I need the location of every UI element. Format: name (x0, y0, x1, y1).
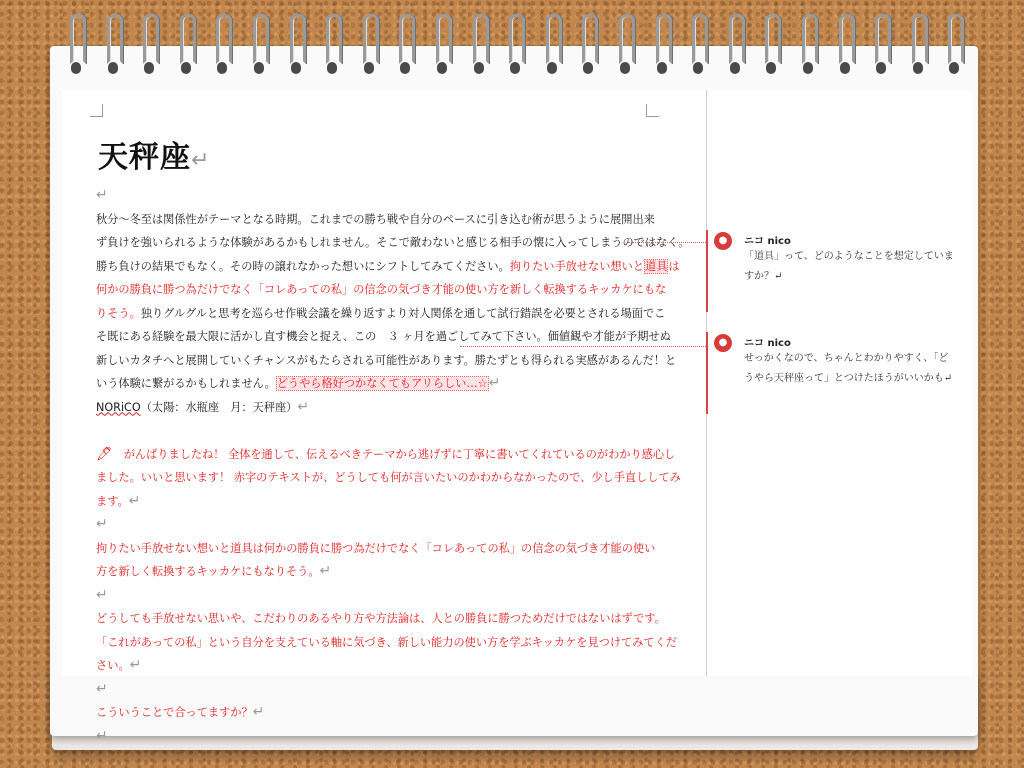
spiral-ring (471, 12, 487, 76)
text-line[interactable] (96, 325, 671, 349)
spiral-ring (68, 12, 84, 76)
text-line[interactable] (96, 584, 652, 608)
text-line[interactable] (96, 654, 652, 678)
spiral-ring (397, 12, 413, 76)
text-line[interactable] (96, 419, 652, 443)
paragraph-mark-icon: ↵ (488, 375, 501, 391)
paragraph-mark-icon: ↵ (128, 492, 141, 509)
user-icon: ● (714, 232, 732, 250)
text-line[interactable] (96, 443, 676, 467)
text-line[interactable] (96, 678, 652, 702)
comment-connector-line (628, 242, 706, 243)
spiral-ring (361, 12, 377, 76)
comment-author: ニコ nico (744, 236, 791, 247)
text-run[interactable]: 拘りたい手放せない想いと道具は何かの勝負に勝つ為だけでなく「コレあっての私」の信念の気づき才能の使い (96, 541, 656, 555)
text-run[interactable]: さい。 (96, 659, 130, 672)
paragraph-mark-icon: ↵ (96, 727, 108, 744)
comment-connector-line (460, 346, 706, 347)
paragraph-mark-icon: ↵ (96, 187, 108, 203)
spiral-ring (141, 12, 157, 76)
spiral-ring (800, 12, 816, 76)
spiral-ring (654, 12, 670, 76)
comment-card[interactable] (714, 232, 964, 302)
paragraph-mark-icon: ↵ (297, 398, 310, 415)
paragraph-mark-icon: ↵ (252, 704, 265, 720)
text-run[interactable]: いう体験に繋がるかもしれません。 (96, 377, 276, 390)
empty-paragraph[interactable] (96, 184, 652, 208)
text-line[interactable] (96, 607, 666, 631)
text-line[interactable] (96, 231, 690, 255)
spiral-ring (251, 12, 267, 76)
text-line[interactable] (96, 396, 652, 420)
text-run[interactable]: がんばりましたね！ 全体を通して、伝えるべきテーマから逃げずに丁寧に書いてくれているのがわかり感心し (112, 447, 676, 461)
text-line[interactable] (96, 208, 655, 232)
text-run[interactable]: どうやら格好つかなくてもアリらしい…☆ (276, 377, 488, 390)
text-line[interactable] (96, 537, 656, 561)
text-line[interactable] (96, 725, 652, 749)
text-run[interactable]: 方を新しく転換するキッカケにもなりそう。 (96, 565, 320, 578)
spiral-ring (324, 12, 340, 76)
text-run[interactable]: 新しいカタチへと展開していくチャンスがもたらされる可能性があります。勝たずとも得られる実感があるんだ！と (96, 353, 677, 367)
paragraph-mark-icon: ↵ (96, 586, 108, 603)
text-run[interactable]: そ既にある経験を最大限に活かし直す機会と捉え、この ３ ヶ月を過ごしてみて下さい。価値観や才能が予期せぬ (96, 330, 671, 343)
text-line[interactable] (96, 701, 652, 725)
spiral-ring (214, 12, 230, 76)
text-line[interactable] (96, 278, 667, 302)
crop-mark-top-left (90, 104, 103, 117)
text-run[interactable]: NORiCO (96, 400, 141, 414)
spiral-ring (178, 12, 194, 76)
spiral-ring (288, 12, 304, 76)
text-line[interactable] (96, 490, 652, 514)
text-run[interactable]: 「これがあっての私」という自分を支えている軸に気づき、新しい能力の使い方を学ぶキッカケを見つけてみてくだ (96, 635, 677, 649)
comment-marker-bar (706, 332, 708, 414)
comment-text[interactable]: せっかくなので、ちゃんとわかりやすく、「どうやら天秤座って」とつけたほうがいいかも↵ (744, 353, 953, 384)
paragraph-mark-icon: ↵ (319, 563, 332, 579)
text-line[interactable] (96, 513, 652, 537)
spiral-ring (507, 12, 523, 76)
text-run[interactable]: 独りグルグルと思考を巡らせ作戦会議を繰り返すより対人関係を通して試行錯誤を必要とされる場面でこ (140, 306, 666, 320)
document-window (62, 90, 972, 744)
spiral-ring (617, 12, 633, 76)
text-run[interactable]: 勝ち負けの結果でもなく。その時の譲れなかった想いにシフトしてみてください。 (96, 259, 510, 273)
user-icon: ● (714, 334, 732, 352)
paragraph-mark-icon: ↵ (129, 657, 142, 673)
text-run[interactable]: 何かの勝負に勝つ為だけでなく「コレあっての私」の信念の気づき才能の使い方を新しく転換するキッカケにもな (96, 283, 667, 296)
text-run[interactable]: 拘りたい手放せない想いと (509, 259, 644, 273)
pen-icon: 🖊 (96, 446, 113, 462)
spiral-ring (690, 12, 706, 76)
spiral-ring (580, 12, 596, 76)
paragraph-mark-icon: ↵ (191, 148, 211, 173)
text-run[interactable]: りそう。 (96, 306, 141, 320)
text-line[interactable] (96, 631, 677, 655)
spiral-ring (434, 12, 450, 76)
document-page (62, 90, 706, 744)
document-body[interactable] (96, 184, 690, 748)
text-line[interactable] (96, 560, 652, 584)
comment-text[interactable]: 「道具」って、どのようなことを想定していますか？↵ (744, 251, 954, 282)
text-line[interactable] (96, 349, 677, 373)
spiral-ring (946, 12, 962, 76)
paragraph-mark-icon: ↵ (96, 516, 108, 532)
spiral-ring (727, 12, 743, 76)
comment-card[interactable] (714, 334, 964, 404)
spiral-ring (873, 12, 889, 76)
text-run[interactable]: ました。いいと思います！ 赤字のテキストが、どうしても何が言いたいのかわからなかったので、少し手直ししてみ (96, 471, 681, 484)
text-run[interactable]: どうしても手放せない思いや、こだわりのあるやり方や方法論は、人との勝負に勝つためだけではないはずです。 (96, 612, 666, 625)
text-run[interactable]: 秋分～冬至は関係性がテーマとなる時期。これまでの勝ち戦や自分のペースに引き込む術が思うように展開出来 (96, 212, 655, 226)
text-run[interactable]: 道具 (644, 259, 668, 273)
spiral-ring (837, 12, 853, 76)
spiral-ring (544, 12, 560, 76)
text-line[interactable] (96, 255, 680, 279)
text-line[interactable] (96, 302, 666, 326)
spiral-binding (68, 12, 958, 82)
crop-mark-top-right (646, 104, 659, 117)
text-line[interactable] (96, 372, 652, 396)
text-run[interactable]: は (668, 259, 680, 273)
comment-marker-bar (706, 230, 708, 312)
text-run[interactable]: ます。 (96, 494, 129, 508)
spiral-ring (105, 12, 121, 76)
page-title[interactable] (98, 132, 210, 176)
spiral-ring (910, 12, 926, 76)
text-run[interactable]: ず負けを強いられるような体験があるかもしれません。そこで敵わないと感じる相手の懐に入ってしまうのではなく。 (96, 236, 690, 249)
title-text[interactable]: 天秤座 (98, 140, 191, 175)
text-run[interactable]: こういうことで合ってますか？ (96, 706, 253, 719)
spiral-ring (763, 12, 779, 76)
text-line[interactable] (96, 466, 681, 490)
text-run[interactable]: （太陽：水瓶座 月：天秤座） (140, 400, 298, 414)
paragraph-mark-icon: ↵ (96, 680, 108, 697)
comment-author: ニコ nico (744, 338, 791, 349)
